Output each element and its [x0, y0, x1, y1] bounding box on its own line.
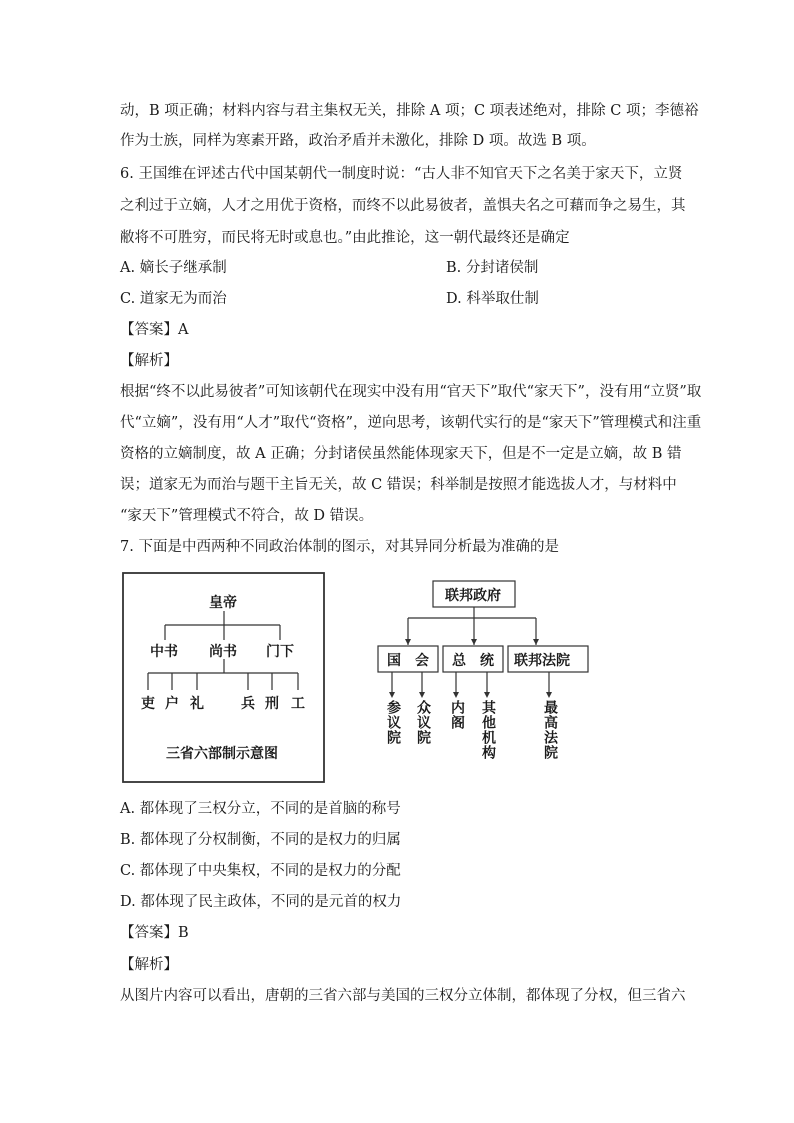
- node-ministry-justice: 刑: [265, 696, 279, 712]
- text-line: 作为士族，同样为寒素开路，政治矛盾并未激化，排除 D 项。故选 B 项。: [120, 133, 596, 149]
- node-zhongshu: 中书: [150, 644, 178, 660]
- analysis-heading: 【解析】: [120, 353, 178, 369]
- option-b: B. 分封诸侯制: [446, 260, 539, 276]
- answer: 【答案】B: [120, 925, 189, 941]
- node-house: 众议院: [415, 700, 431, 745]
- option-a: A. 都体现了三权分立，不同的是首脑的称号: [120, 801, 401, 817]
- node-ministry-personnel: 吏: [141, 696, 155, 712]
- node-other-agencies: 其他机构: [480, 700, 496, 760]
- node-ministry-revenue: 户: [165, 696, 179, 712]
- option-a: A. 嫡长子继承制: [120, 260, 227, 276]
- option-d: D. 都体现了民主政体，不同的是元首的权力: [120, 894, 402, 910]
- analysis-heading: 【解析】: [120, 957, 178, 973]
- node-federal-government: 联邦政府: [445, 588, 501, 604]
- node-ministry-works: 工: [291, 696, 305, 712]
- answer: 【答案】A: [120, 322, 189, 338]
- analysis-text: 从图片内容可以看出，唐朝的三省六部与美国的三权分立体制，都体现了分权，但三省六: [120, 988, 686, 1004]
- node-president: 总 统: [452, 653, 494, 669]
- question-6-stem: 之利过于立嫡，人才之用优于资格，而终不以此易彼者，盖惧夫名之可藉而争之易生，其: [120, 198, 686, 214]
- node-ministry-rites: 礼: [190, 696, 204, 712]
- node-cabinet: 内阁: [449, 700, 465, 730]
- node-menxia: 门下: [266, 644, 294, 660]
- analysis-text: 根据“终不以此易彼者”可知该朝代在现实中没有用“官天下”取代“家天下”，没有用“立贤”取: [120, 384, 702, 400]
- option-c: C. 道家无为而治: [120, 291, 227, 307]
- question-7-stem: 7. 下面是中西两种不同政治体制的图示，对其异同分析最为准确的是: [120, 539, 559, 555]
- node-ministry-war: 兵: [241, 696, 255, 712]
- analysis-text: “家天下”管理模式不符合，故 D 错误。: [120, 508, 374, 524]
- analysis-text: 资格的立嫡制度，故 A 正确；分封诸侯虽然能体现家天下，但是不一定是立嫡，故 B 错: [120, 446, 682, 462]
- node-senate: 参议院: [385, 700, 401, 745]
- node-emperor: 皇帝: [209, 595, 237, 611]
- question-6-stem: 敝将不可胜穷，而民将无时或息也。”由此推论，这一朝代最终还是确定: [120, 230, 570, 246]
- analysis-text: 误；道家无为而治与题干主旨无关，故 C 错误；科举制是按照才能选拔人才，与材料中: [120, 477, 677, 493]
- node-congress: 国 会: [387, 653, 429, 669]
- text-line: 动，B 项正确；材料内容与君主集权无关，排除 A 项；C 项表述绝对，排除 C 项；李德裕: [120, 103, 699, 119]
- diagram-caption: 三省六部制示意图: [166, 746, 278, 762]
- analysis-text: 代“立嫡”，没有用“人才”取代“资格”，逆向思考，该朝代实行的是“家天下”管理模式和注重: [120, 415, 702, 431]
- node-supreme-court: 最高法院: [542, 700, 558, 760]
- option-b: B. 都体现了分权制衡，不同的是权力的归属: [120, 832, 401, 848]
- option-d: D. 科举取仕制: [446, 291, 539, 307]
- question-6-stem: 6. 王国维在评述古代中国某朝代一制度时说：“古人非不知官天下之名美于家天下，立贤: [120, 166, 683, 182]
- option-c: C. 都体现了中央集权，不同的是权力的分配: [120, 863, 401, 879]
- node-federal-court: 联邦法院: [514, 653, 570, 669]
- node-shangshu: 尚书: [209, 644, 237, 660]
